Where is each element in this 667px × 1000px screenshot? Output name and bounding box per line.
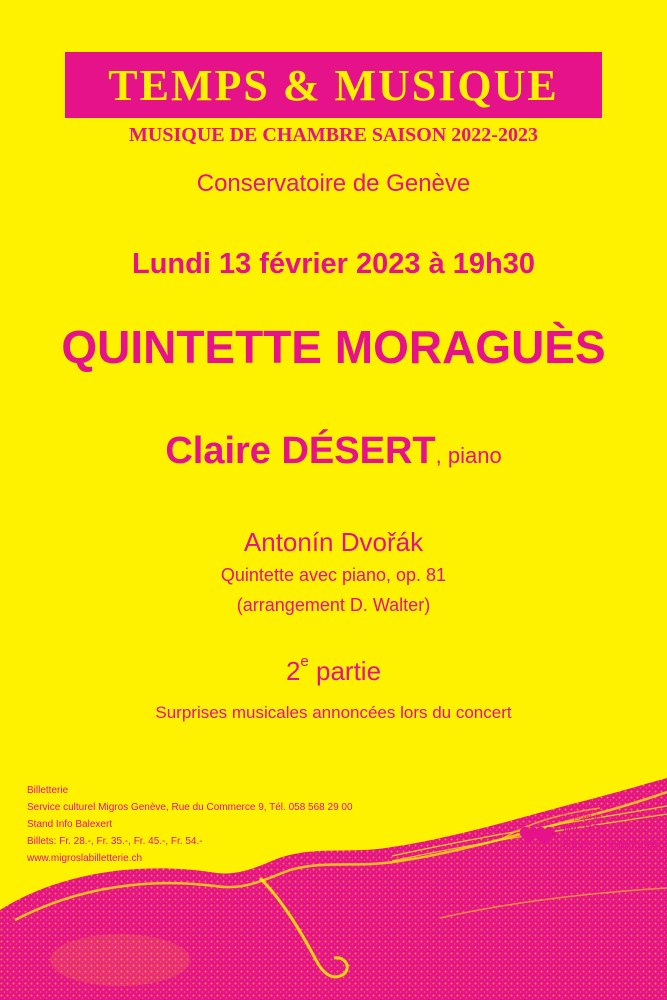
sponsor-brand: MIGROS (563, 823, 608, 835)
ticket-prices: Billets: Fr. 28.-, Fr. 35.-, Fr. 45.-, Fr. 54.- (27, 836, 203, 847)
series-title: TEMPS & MUSIQUE (108, 60, 559, 110)
venue: Conservatoire de Genève (196, 170, 471, 197)
sponsor-program: Pour-cent culturel (563, 837, 658, 851)
soloist-name: Claire DÉSERT (165, 430, 436, 472)
ticket-office: Service culturel Migros Genève, Rue du Commerce 9, Tél. 058 568 29 00 (27, 802, 353, 813)
migros-logo (519, 812, 659, 862)
ticket-stand: Stand Info Balexert (27, 819, 113, 830)
ticket-website[interactable]: www.migroslabilletterie.ch (27, 853, 143, 864)
sponsor-intro: Un projet du (563, 814, 602, 821)
title-banner (65, 52, 602, 118)
part-two-number: 2 (285, 656, 301, 686)
work-title: Quintette avec piano, op. 81 (220, 565, 447, 585)
concert-date: Lundi 13 février 2023 à 19h30 (132, 248, 535, 280)
part-two-heading (0, 653, 667, 687)
heart-icon (519, 824, 559, 848)
ticket-heading: Billetterie (27, 785, 69, 796)
ensemble-name: QUINTETTE MORAGUÈS (61, 321, 606, 373)
part-two-label: partie (308, 656, 382, 686)
composer: Antonín Dvořák (243, 527, 424, 557)
season-subtitle: MUSIQUE DE CHAMBRE SAISON 2022-2023 (129, 124, 538, 146)
soloist-role: , piano (435, 443, 502, 468)
part-two-sup: e (300, 653, 309, 671)
arrangement: (arrangement D. Walter) (236, 595, 431, 615)
soloist (0, 430, 667, 473)
part-two-description: Surprises musicales annoncées lors du concert (155, 703, 512, 722)
ticket-info (27, 782, 353, 867)
